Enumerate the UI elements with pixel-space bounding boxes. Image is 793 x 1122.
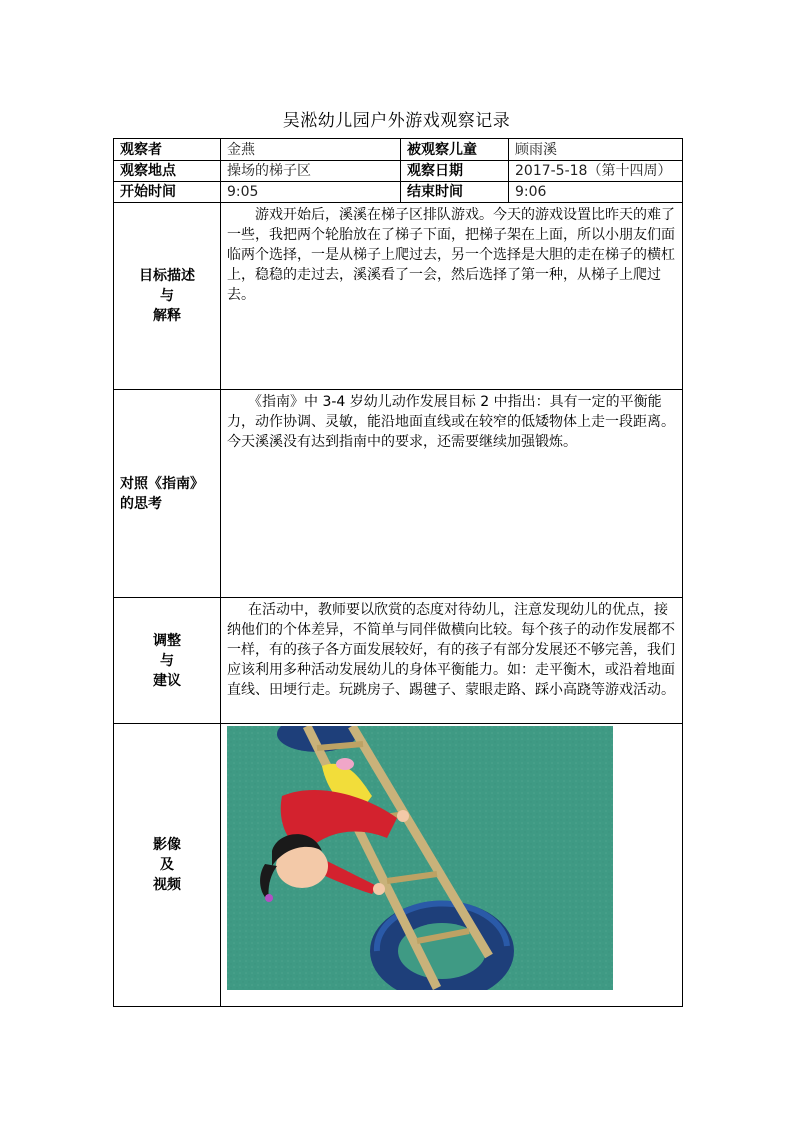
location-value: 操场的梯子区 (221, 161, 401, 182)
advice-label-line1: 调整 (153, 632, 181, 649)
media-label-line2: 及 (160, 857, 174, 873)
guide-label-line2: 的思考 (120, 495, 162, 512)
row-observer (114, 139, 683, 161)
child-hand (397, 810, 409, 822)
observer-label: 观察者 (114, 139, 221, 161)
date-label: 观察日期 (401, 161, 509, 182)
end-time-label: 结束时间 (401, 182, 509, 203)
document-title: 吴淞幼儿园户外游戏观察记录 (282, 111, 511, 131)
start-time-label: 开始时间 (114, 182, 221, 203)
advice-section-label (114, 598, 221, 724)
row-guide (114, 390, 683, 598)
goal-label-line3: 解释 (153, 308, 181, 324)
media-label-line3: 视频 (153, 877, 181, 893)
media-cell (221, 724, 683, 1007)
child-shoe (336, 758, 354, 770)
row-location (114, 161, 683, 182)
guide-section-label (114, 390, 221, 598)
media-label-line1: 影像 (153, 837, 181, 853)
advice-text: 在活动中，教师要以欣赏的态度对待幼儿，注意发现幼儿的优点，接纳他们的个体差异，不简单与同伴做横向比较。每个孩子的动作发展都不一样，有的孩子各方面发展较好，有的孩子有部分发展还不够完善，我们应该利用多种活动发展幼儿的身体平衡能力。如：走平衡木，或沿着地面直线、田埂行走。玩跳房子、踢毽子、蒙眼走路、踩小高跷等游戏活动。 (221, 598, 683, 724)
date-value: 2017-5-18（第十四周） (509, 161, 683, 182)
row-time (114, 182, 683, 203)
location-label: 观察地点 (114, 161, 221, 182)
goal-description-text: 游戏开始后，溪溪在梯子区排队游戏。今天的游戏设置比昨天的难了一些，我把两个轮胎放在了梯子下面，把梯子架在上面，所以小朋友们面临两个选择，一是从梯子上爬过去，另一个选择是大胆的走在梯子的横杠上，稳稳的走过去，溪溪看了一会，然后选择了第一种，从梯子上爬过去。 (221, 203, 683, 390)
child-label: 被观察儿童 (401, 139, 509, 161)
hair-clip (265, 894, 273, 902)
observer-value: 金燕 (221, 139, 401, 161)
start-time-value: 9:05 (221, 182, 401, 203)
guide-reflection-text: 《指南》中 3-4 岁幼儿动作发展目标 2 中指出：具有一定的平衡能力，动作协调、灵敏，能沿地面直线或在较窄的低矮物体上走一段距离。今天溪溪没有达到指南中的要求，还需要继续加强锻炼。 (221, 390, 683, 598)
goal-label-line2: 与 (160, 288, 174, 304)
child-value: 顾雨溪 (509, 139, 683, 161)
goal-label-line1: 目标描述 (139, 268, 195, 284)
row-media (114, 724, 683, 1007)
guide-label-line1: 对照《指南》 (120, 475, 204, 492)
goal-section-label (114, 203, 221, 390)
ladder-rung (317, 744, 363, 748)
child-hand (373, 883, 385, 895)
media-section-label (114, 724, 221, 1007)
advice-label-line3: 建议 (153, 672, 181, 689)
photo-illustration (227, 726, 613, 990)
advice-label-line2: 与 (160, 652, 174, 669)
activity-photo (227, 726, 613, 990)
row-advice (114, 598, 683, 724)
row-goal (114, 203, 683, 390)
observation-table (113, 138, 683, 1007)
end-time-value: 9:06 (509, 182, 683, 203)
